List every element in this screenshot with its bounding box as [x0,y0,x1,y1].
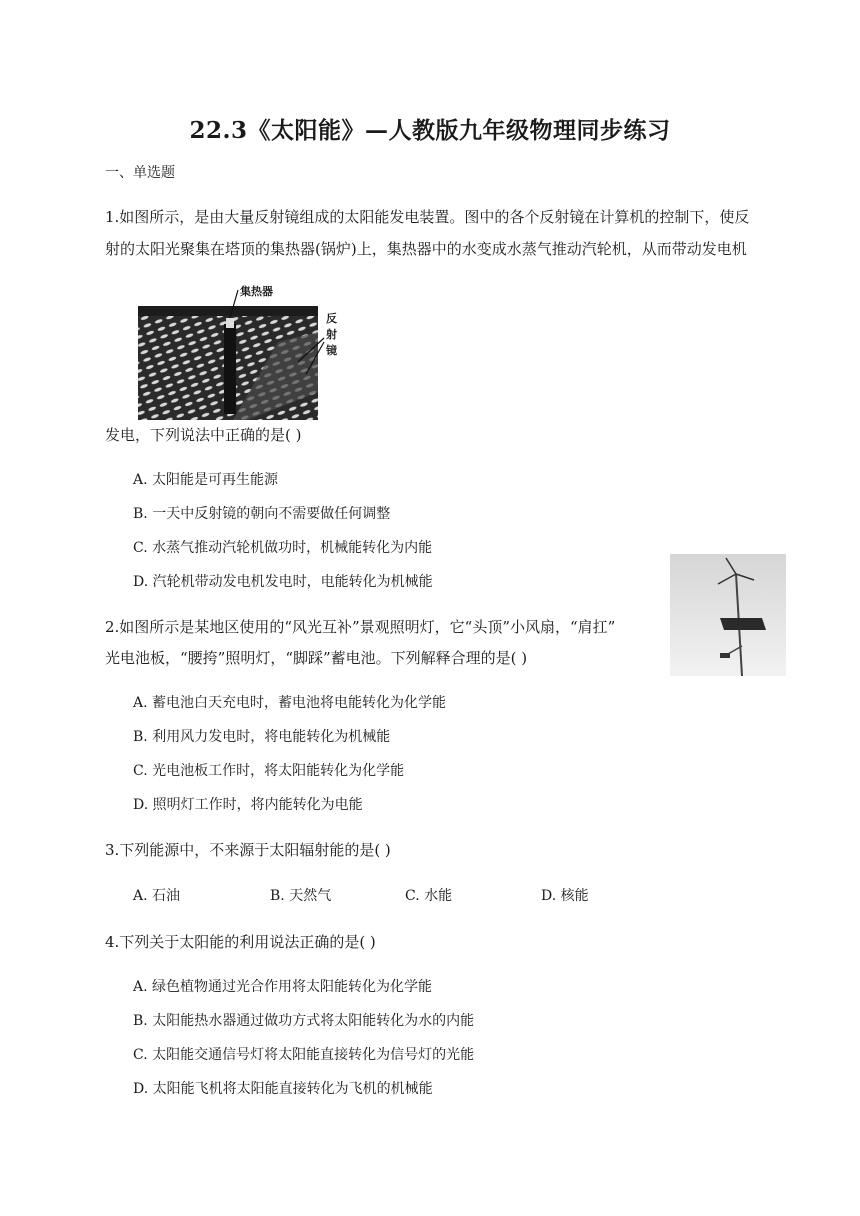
q1-stem-line2: 射的太阳光聚集在塔顶的集热器(锅炉)上，集热器中的水变成水蒸气推动汽轮机，从而带动发电机 [105,240,747,258]
q1-stem-line1: 1.如图所示，是由大量反射镜组成的太阳能发电装置。图中的各个反射镜在计算机的控制下，使反 [105,208,750,226]
q1-option-b[interactable]: B. 一天中反射镜的朝向不需要做任何调整 [133,506,391,522]
figure-label-she: 射 [326,328,337,341]
section-heading: 一、单选题 [105,165,175,181]
figure-label-jing: 镜 [326,344,337,357]
q1-option-d[interactable]: D. 汽轮机带动发电机发电时，电能转化为机械能 [133,574,433,590]
q3-option-a[interactable]: A. 石油 [133,888,181,904]
q2-stem-line2: 光电池板，“腰挎”照明灯，“脚踩”蓄电池。下列解释合理的是( ) [105,649,528,667]
q2-option-c[interactable]: C. 光电池板工作时，将太阳能转化为化学能 [133,763,405,779]
q2-option-a[interactable]: A. 蓄电池白天充电时，蓄电池将电能转化为化学能 [133,695,447,711]
q1-option-c[interactable]: C. 水蒸气推动汽轮机做功时，机械能转化为内能 [133,540,433,556]
q3-stem: 3.下列能源中，不来源于太阳辐射能的是( ) [105,841,391,859]
q3-option-b[interactable]: B. 天然气 [270,888,332,904]
solar-tower-figure [138,282,348,422]
q4-option-b[interactable]: B. 太阳能热水器通过做功方式将太阳能转化为水的内能 [133,1013,475,1029]
q1-option-a[interactable]: A. 太阳能是可再生能源 [133,472,279,488]
q3-option-d[interactable]: D. 核能 [541,888,589,904]
q2-option-d[interactable]: D. 照明灯工作时，将内能转化为电能 [133,797,363,813]
q4-option-a[interactable]: A. 绿色植物通过光合作用将太阳能转化为化学能 [133,979,433,995]
wind-solar-lamp-photo [670,554,786,676]
q4-option-d[interactable]: D. 太阳能飞机将太阳能直接转化为飞机的机械能 [133,1081,433,1097]
q4-stem: 4.下列关于太阳能的利用说法正确的是( ) [105,933,376,951]
figure-label-collector: 集热器 [240,285,273,298]
page-title: 22.3《太阳能》—人教版九年级物理同步练习 [189,117,671,144]
q2-option-b[interactable]: B. 利用风力发电时，将电能转化为机械能 [133,729,391,745]
q1-stem-line3: 发电，下列说法中正确的是( ) [105,426,302,444]
q4-option-c[interactable]: C. 太阳能交通信号灯将太阳能直接转化为信号灯的光能 [133,1047,475,1063]
q2-stem-line1: 2.如图所示是某地区使用的“风光互补”景观照明灯，它“头顶”小风扇，“肩扛” [105,618,616,636]
q3-option-c[interactable]: C. 水能 [405,888,453,904]
figure-label-fan: 反 [326,312,337,325]
